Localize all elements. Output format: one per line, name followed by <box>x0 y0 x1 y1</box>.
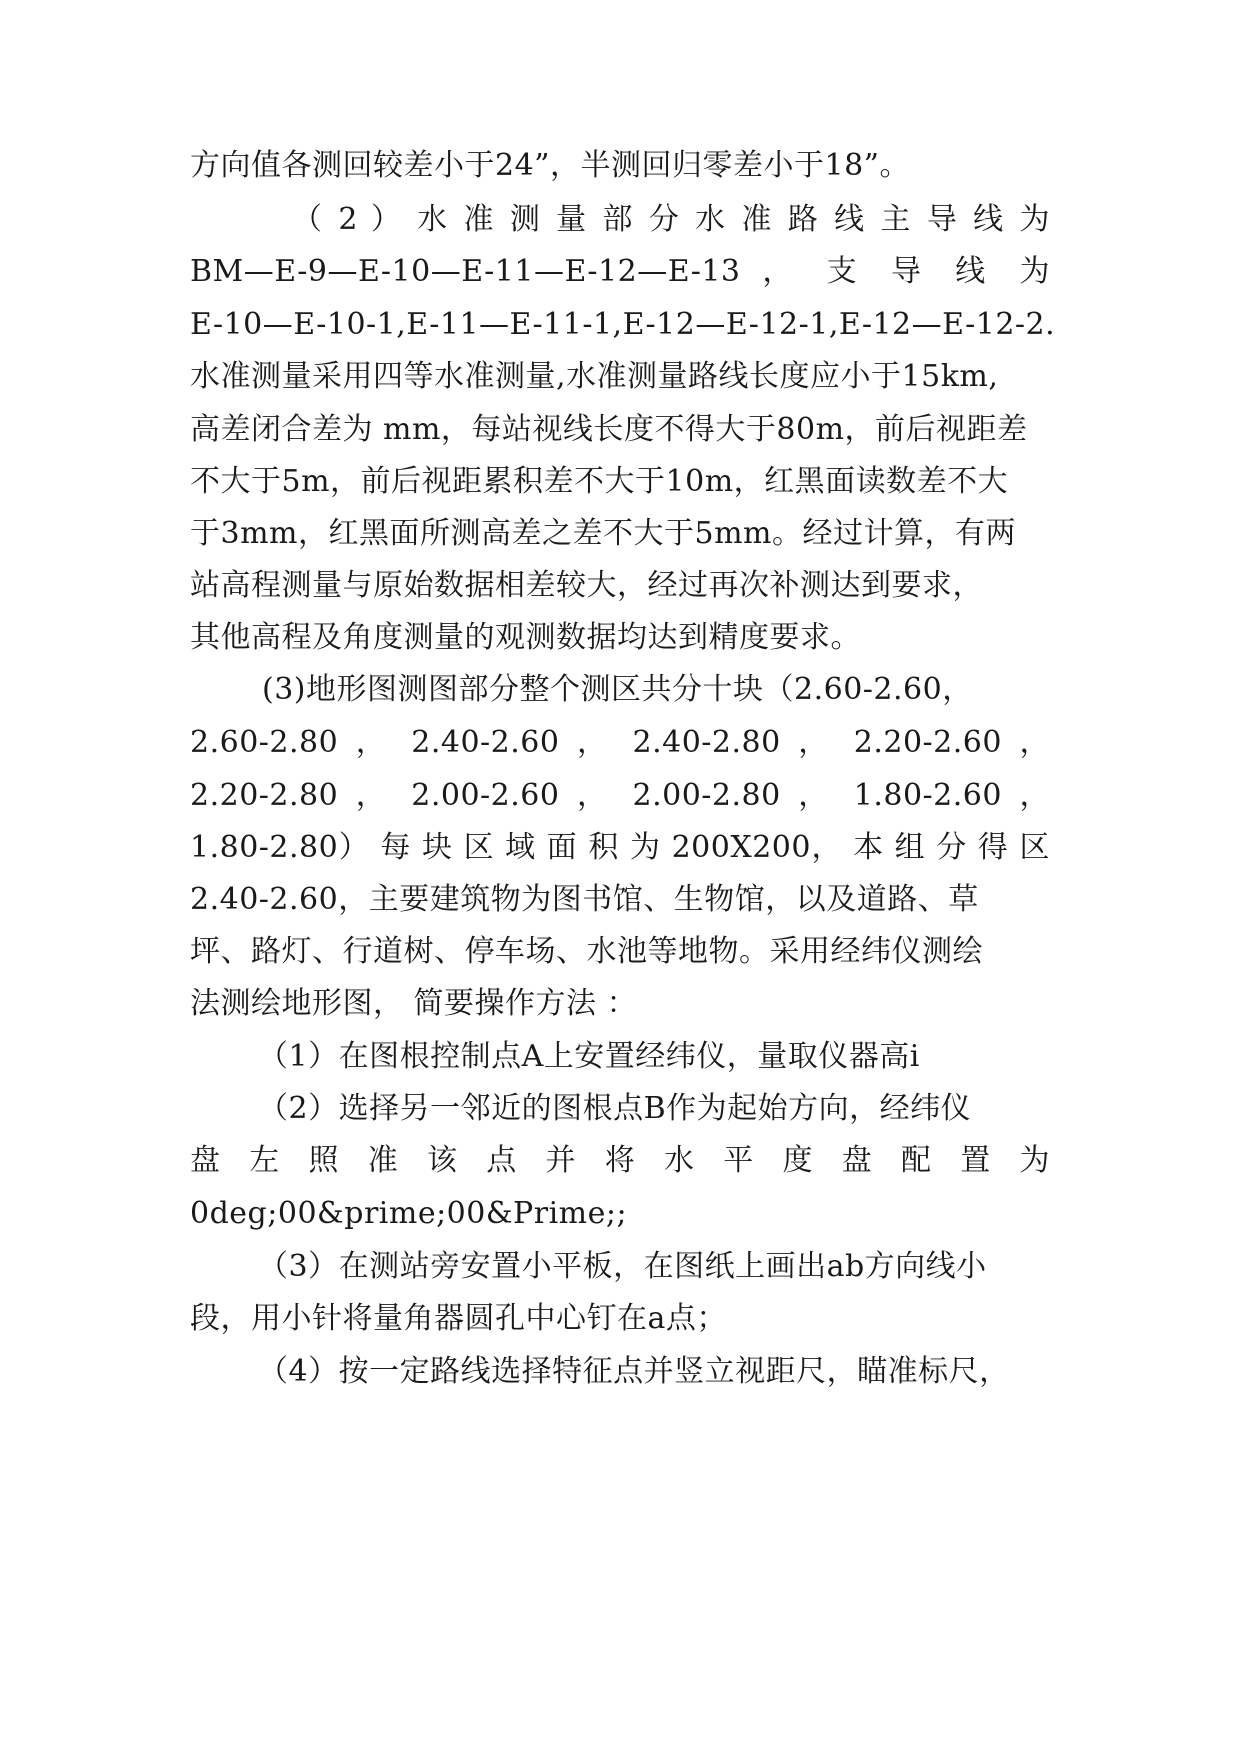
text-line-22: （3）在测站旁安置小平板，在图纸上画出ab方向线小 <box>258 1249 987 1284</box>
text-line-20: 盘 左 照 准 该 点 并 将 水 平 度 盘 配 置 为 <box>190 1143 1050 1178</box>
text-line-21: 0deg;00&prime;00&Prime;; <box>190 1196 628 1231</box>
text-line-5: 水准测量采用四等水准测量,水准测量路线长度应小于15km, <box>190 359 999 394</box>
text-line-19: （2）选择另一邻近的图根点B作为起始方向，经纬仪 <box>258 1091 972 1126</box>
text-line-2: （ 2 ） 水 准 测 量 部 分 水 准 路 线 主 导 线 为 <box>292 202 1050 237</box>
text-line-7: 不大于5m，前后视距累积差不大于10m，红黑面读数差不大 <box>190 464 1009 499</box>
text-line-8: 于3mm，红黑面所测高差之差不大于5mm。经过计算，有两 <box>190 516 1016 551</box>
text-line-3: BM—E-9—E-10—E-11—E-12—E-13 ， 支 导 线 为 <box>190 254 1050 289</box>
text-line-11: (3)地形图测图部分整个测区共分十块（2.60-2.60， <box>262 672 973 707</box>
text-line-15: 2.40-2.60，主要建筑物为图书馆、生物馆，以及道路、草 <box>190 882 979 917</box>
text-line-9: 站高程测量与原始数据相差较大，经过再次补测达到要求， <box>190 568 983 603</box>
text-line-17: 法测绘地形图， 简要操作方法 ： <box>190 986 638 1021</box>
text-line-1: 方向值各测回较差小于24”，半测回归零差小于18”。 <box>190 148 911 183</box>
text-line-23: 段，用小针将量角器圆孔中心钉在a点； <box>190 1301 727 1336</box>
text-line-12: 2.60-2.80 ， 2.40-2.60 ， 2.40-2.80 ， 2.20-2.60 ， <box>190 725 1050 760</box>
text-line-16: 坪、路灯、行道树、停车场、水池等地物。采用经纬仪测绘 <box>190 934 983 969</box>
text-line-10: 其他高程及角度测量的观测数据均达到精度要求。 <box>190 620 861 655</box>
text-line-13: 2.20-2.80 ， 2.00-2.60 ， 2.00-2.80 ， 1.80-2.60 ， <box>190 778 1050 813</box>
text-line-4: E-10—E-10-1,E-11—E-11-1,E-12—E-12-1,E-12—E-12-2. <box>190 307 1056 342</box>
text-line-24: （4）按一定路线选择特征点并竖立视距尺，瞄准标尺， <box>258 1354 1010 1389</box>
text-line-18: （1）在图根控制点A上安置经纬仪，量取仪器高i <box>258 1039 920 1074</box>
text-line-14: 1.80-2.80） 每 块 区 域 面 积 为 200X200， 本 组 分 得 区 <box>190 830 1050 865</box>
text-line-6: 高差闭合差为 mm，每站视线长度不得大于80m，前后视距差 <box>190 412 1028 447</box>
